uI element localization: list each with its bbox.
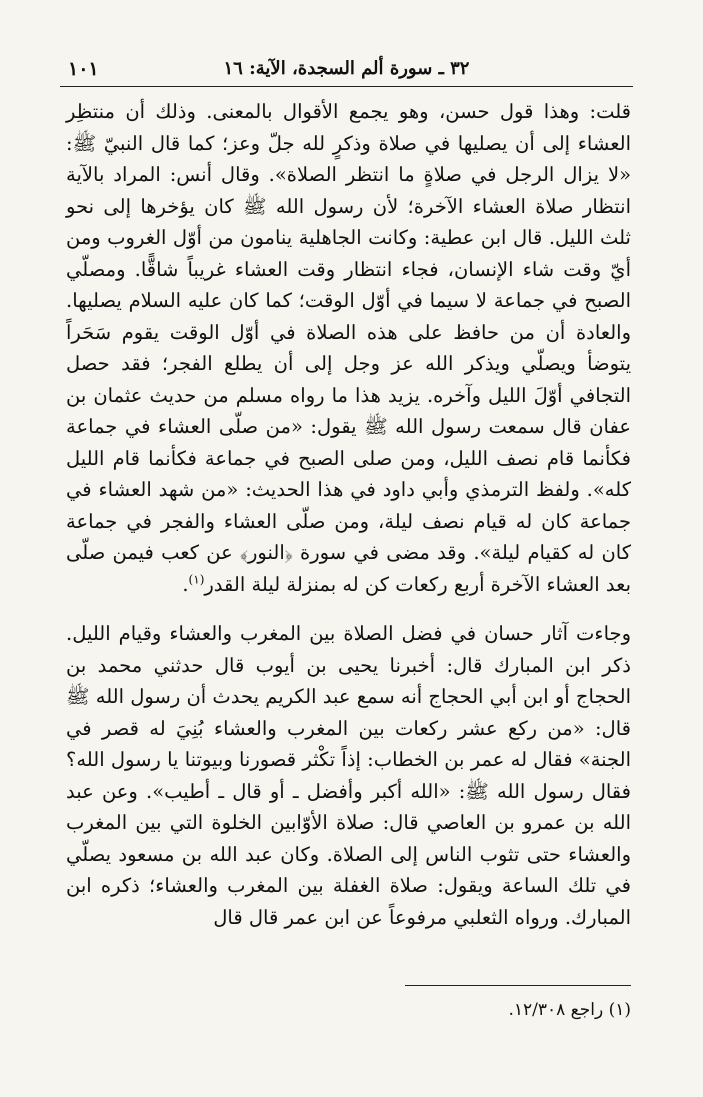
main-text: [66, 96, 631, 933]
page-number: ١٠١: [68, 58, 99, 80]
paragraph-text: قلت: وهذا قول حسن، وهو يجمع الأقوال بالمعنى. وذلك أن منتظِر العشاء إلى أن يصليها في صلاة وذكرٍ لله جلّ وعز؛ كما قال النبيّ ﷺ: «لا يزال الرجل في صلاةٍ ما انتظر الصلاة». وقال أنس: المراد بالآية انتظار صلاة العشاء الآخرة؛ لأن رسول الله ﷺ كان يؤخرها إلى نحو ثلث الليل. قال ابن عطية: وكانت الجاهلية ينامون من أوّل الغروب ومن أيّ وقت شاء الإنسان، فجاء انتظار وقت العشاء غريباً شاقًّا. ومصلّي الصبح في جماعة لا سيما في أوّل الوقت؛ كما كان عليه السلام يصليها. والعادة أن من حافظ على هذه الصلاة في أوّل الوقت يقوم سَحَراً يتوضأ ويصلّي ويذكر الله عز وجل إلى أن يطلع الفجر؛ فقد حصل التجافي أوّلَ الليل وآخره. يزيد هذا ما رواه مسلم من حديث عثمان بن عفان قال سمعت رسول الله ﷺ يقول: «من صلّى العشاء في جماعة فكأنما قام نصف الليل، ومن صلى الصبح في جماعة فكأنما قام الليل كله». ولفظ الترمذي وأبي داود في هذا الحديث: «من شهد العشاء في جماعة كان له قيام نصف ليلة، ومن صلّى العشاء والفجر في جماعة كان له كقيام ليلة». وقد مضى في سورة ﴿النور﴾ عن كعب فيمن صلّى بعد العشاء الآخرة أربع ركعات كن له بمنزلة ليلة القدر: [66, 100, 631, 596]
paragraph: [66, 618, 631, 933]
footnote-divider: [405, 985, 631, 986]
footnote: (١) راجع ١٢/٣٠٨.: [508, 1000, 631, 1020]
paragraph-end: .: [182, 572, 189, 596]
paragraph-text: وجاءت آثار حسان في فضل الصلاة بين المغرب والعشاء وقيام الليل. ذكر ابن المبارك قال: أخبرنا يحيى بن أيوب قال حدثني محمد بن الحجاج أو ابن أبي الحجاج أنه سمع عبد الكريم يحدث أن رسول الله ﷺ قال: «من ركع عشر ركعات بين المغرب والعشاء بُنِيَ له قصر في الجنة» فقال له عمر بن الخطاب: إذاً تكْثر قصورنا وبيوتنا يا رسول الله؟ فقال رسول الله ﷺ: «الله أكبر وأفضل ـ أو قال ـ أطيب». وعن عبد الله بن عمرو بن العاصي قال: صلاة الأوّابين الخلوة التي بين المغرب والعشاء حتى تثوب الناس إلى الصلاة. وكان عبد الله بن مسعود يصلّي في تلك الساعة ويقول: صلاة الغفلة بين المغرب والعشاء؛ ذكره ابن المبارك. ورواه الثعلبي مرفوعاً عن ابن عمر قال قال: [66, 622, 631, 929]
footnote-reference: (١): [188, 572, 205, 586]
paragraph: [66, 96, 631, 600]
running-title: ٣٢ ـ سورة ألم السجدة، الآية: ١٦: [223, 58, 470, 79]
page-header: [60, 52, 633, 87]
